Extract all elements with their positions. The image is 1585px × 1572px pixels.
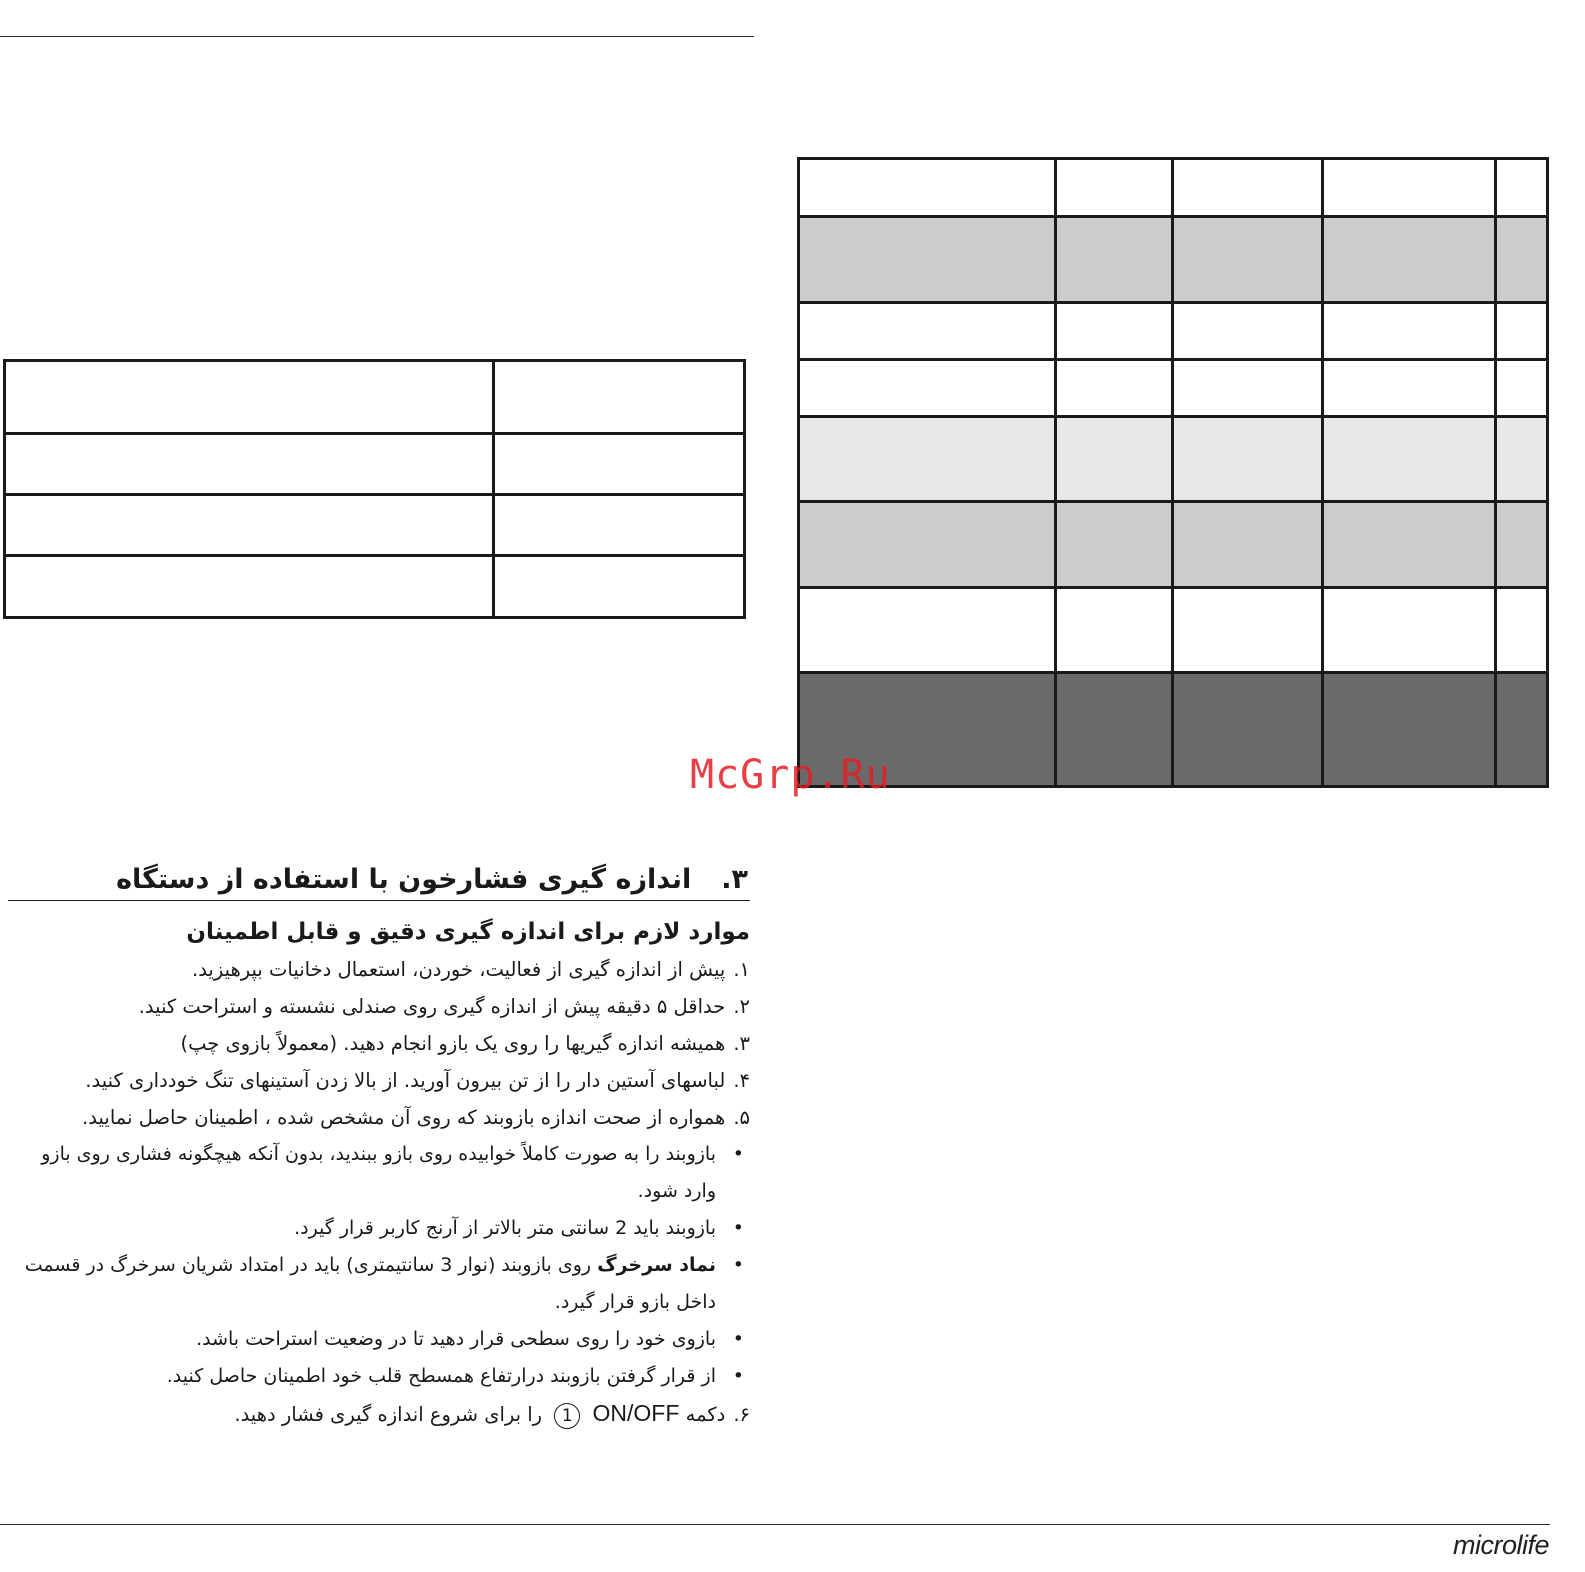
table-cell [1055, 588, 1173, 673]
table-cell [1496, 588, 1548, 673]
step-number: ۶. [733, 1403, 750, 1426]
table-row [799, 360, 1548, 417]
bullet-icon: • [732, 1254, 744, 1276]
step-text: دکمه [685, 1403, 726, 1426]
step-text: پیش از اندازه گیری از فعالیت، خوردن، استعمال دخانیات بپرهیزید. [192, 958, 726, 981]
list-item [8, 1136, 750, 1395]
bullet-item [8, 1321, 750, 1358]
circled-number-icon: 1 [554, 1403, 580, 1429]
step-number: ۵. [733, 1106, 750, 1129]
bullet-item [8, 1210, 750, 1247]
table-cell [1055, 217, 1173, 303]
brand-logo: microlife [1452, 1530, 1549, 1560]
table-cell [1055, 303, 1173, 360]
table-row [5, 434, 745, 495]
table-cell [5, 556, 494, 618]
table-row [5, 556, 745, 618]
table-cell [1496, 217, 1548, 303]
table-cell [1496, 502, 1548, 588]
table-cell [1322, 502, 1495, 588]
table-cell [494, 434, 745, 495]
table-cell [1173, 303, 1322, 360]
bullet-icon: • [732, 1143, 744, 1165]
table-cell [1173, 588, 1322, 673]
table-cell [5, 434, 494, 495]
list-item [8, 1025, 750, 1062]
table-cell [1322, 159, 1495, 217]
bullet-icon: • [732, 1365, 744, 1387]
table-cell [799, 360, 1056, 417]
table-cell [1496, 673, 1548, 787]
table-cell [1496, 360, 1548, 417]
bullet-item [8, 1136, 750, 1210]
table-cell [1322, 217, 1495, 303]
on-off-label: ON/OFF [592, 1400, 680, 1426]
step-text: همواره از صحت اندازه بازوبند که روی آن مشخص شده ، اطمینان حاصل نمایید. [82, 1106, 726, 1129]
step-text: همیشه اندازه گیریها را روی یک بازو انجام دهید. (معمولاً بازوی چپ) [180, 1032, 726, 1055]
table-cell [1055, 417, 1173, 502]
table-cell [1322, 417, 1495, 502]
table-cell [1322, 303, 1495, 360]
table-cell [5, 495, 494, 556]
list-item [8, 1099, 750, 1136]
section-title-text: اندازه گیری فشارخون با استفاده از دستگاه [116, 864, 692, 895]
table-cell [1173, 217, 1322, 303]
table-cell [1173, 360, 1322, 417]
table-row [799, 417, 1548, 502]
step-number: ۳. [733, 1032, 750, 1055]
bullet-text: روی بازوبند (نوار 3 سانتیمتری) باید در امتداد شریان سرخرگ در قسمت داخل بازو قرار گیرد. [24, 1254, 716, 1313]
table-cell [1055, 673, 1173, 787]
steps-list [8, 951, 750, 1433]
table-row [799, 303, 1548, 360]
table-row [799, 159, 1548, 217]
table-cell [799, 417, 1056, 502]
step-number: ۴. [733, 1069, 750, 1092]
step-text: حداقل ۵ دقیقه پیش از اندازه گیری روی صندلی نشسته و استراحت کنید. [138, 995, 726, 1018]
list-item [8, 988, 750, 1025]
table-cell [799, 217, 1056, 303]
bullet-text: بازوبند باید 2 سانتی متر بالاتر از آرنج کاربر قرار گیرد. [294, 1217, 716, 1239]
top-divider [0, 36, 754, 37]
table-row [799, 502, 1548, 588]
bullet-icon: • [732, 1328, 744, 1350]
table-row [799, 673, 1548, 787]
watermark-text: McGrp.Ru [690, 752, 891, 798]
table-cell [494, 495, 745, 556]
bullet-icon: • [732, 1217, 744, 1239]
bullet-bold-text: نماد سرخرگ [597, 1254, 716, 1276]
list-item [8, 1062, 750, 1099]
table-cell [1173, 417, 1322, 502]
table-cell [1173, 502, 1322, 588]
table-cell [1055, 360, 1173, 417]
table-cell [1322, 588, 1495, 673]
table-row [799, 588, 1548, 673]
section-number: ۳. [721, 864, 748, 895]
step-number: ۱. [733, 958, 750, 981]
step-text: را برای شروع اندازه گیری فشار دهید. [234, 1403, 543, 1426]
table-cell [799, 502, 1056, 588]
table-cell [1322, 673, 1495, 787]
list-item [8, 951, 750, 988]
table-cell [799, 588, 1056, 673]
table-cell [1322, 360, 1495, 417]
section-title [8, 860, 750, 901]
table-cell [799, 159, 1056, 217]
table-cell [799, 303, 1056, 360]
bottom-divider [0, 1524, 1550, 1525]
bullet-item [8, 1247, 750, 1321]
table-cell [494, 556, 745, 618]
table-cell [1496, 159, 1548, 217]
instructions-section [8, 860, 750, 1433]
section-subtitle: موارد لازم برای اندازه گیری دقیق و قابل اطمینان [186, 919, 750, 945]
table-row [5, 495, 745, 556]
step-number: ۲. [733, 995, 750, 1018]
table-cell [494, 361, 745, 434]
table-row [799, 217, 1548, 303]
table-cell [1173, 673, 1322, 787]
table-cell [5, 361, 494, 434]
bullet-item [8, 1358, 750, 1395]
step-text: لباسهای آستین دار را از تن بیرون آورید. از بالا زدن آستینهای تنگ خودداری کنید. [85, 1069, 726, 1092]
table-cell [1173, 159, 1322, 217]
table-cell [1055, 159, 1173, 217]
table-row [5, 361, 745, 434]
table-cell [1496, 303, 1548, 360]
bullet-list [8, 1136, 750, 1395]
table-cell [1055, 502, 1173, 588]
bullet-text: از قرار گرفتن بازوبند درارتفاع همسطح قلب خود اطمینان حاصل کنید. [166, 1365, 716, 1387]
right-table [797, 157, 1549, 788]
list-item [8, 1395, 750, 1433]
bullet-text: بازوبند را به صورت کاملاً خوابیده روی بازو ببندید، بدون آنکه هیچگونه فشاری روی بازو وارد شود. [41, 1143, 716, 1202]
table-cell [1496, 417, 1548, 502]
bullet-text: بازوی خود را روی سطحی قرار دهید تا در وضعیت استراحت باشد. [196, 1328, 716, 1350]
left-table [3, 359, 746, 619]
